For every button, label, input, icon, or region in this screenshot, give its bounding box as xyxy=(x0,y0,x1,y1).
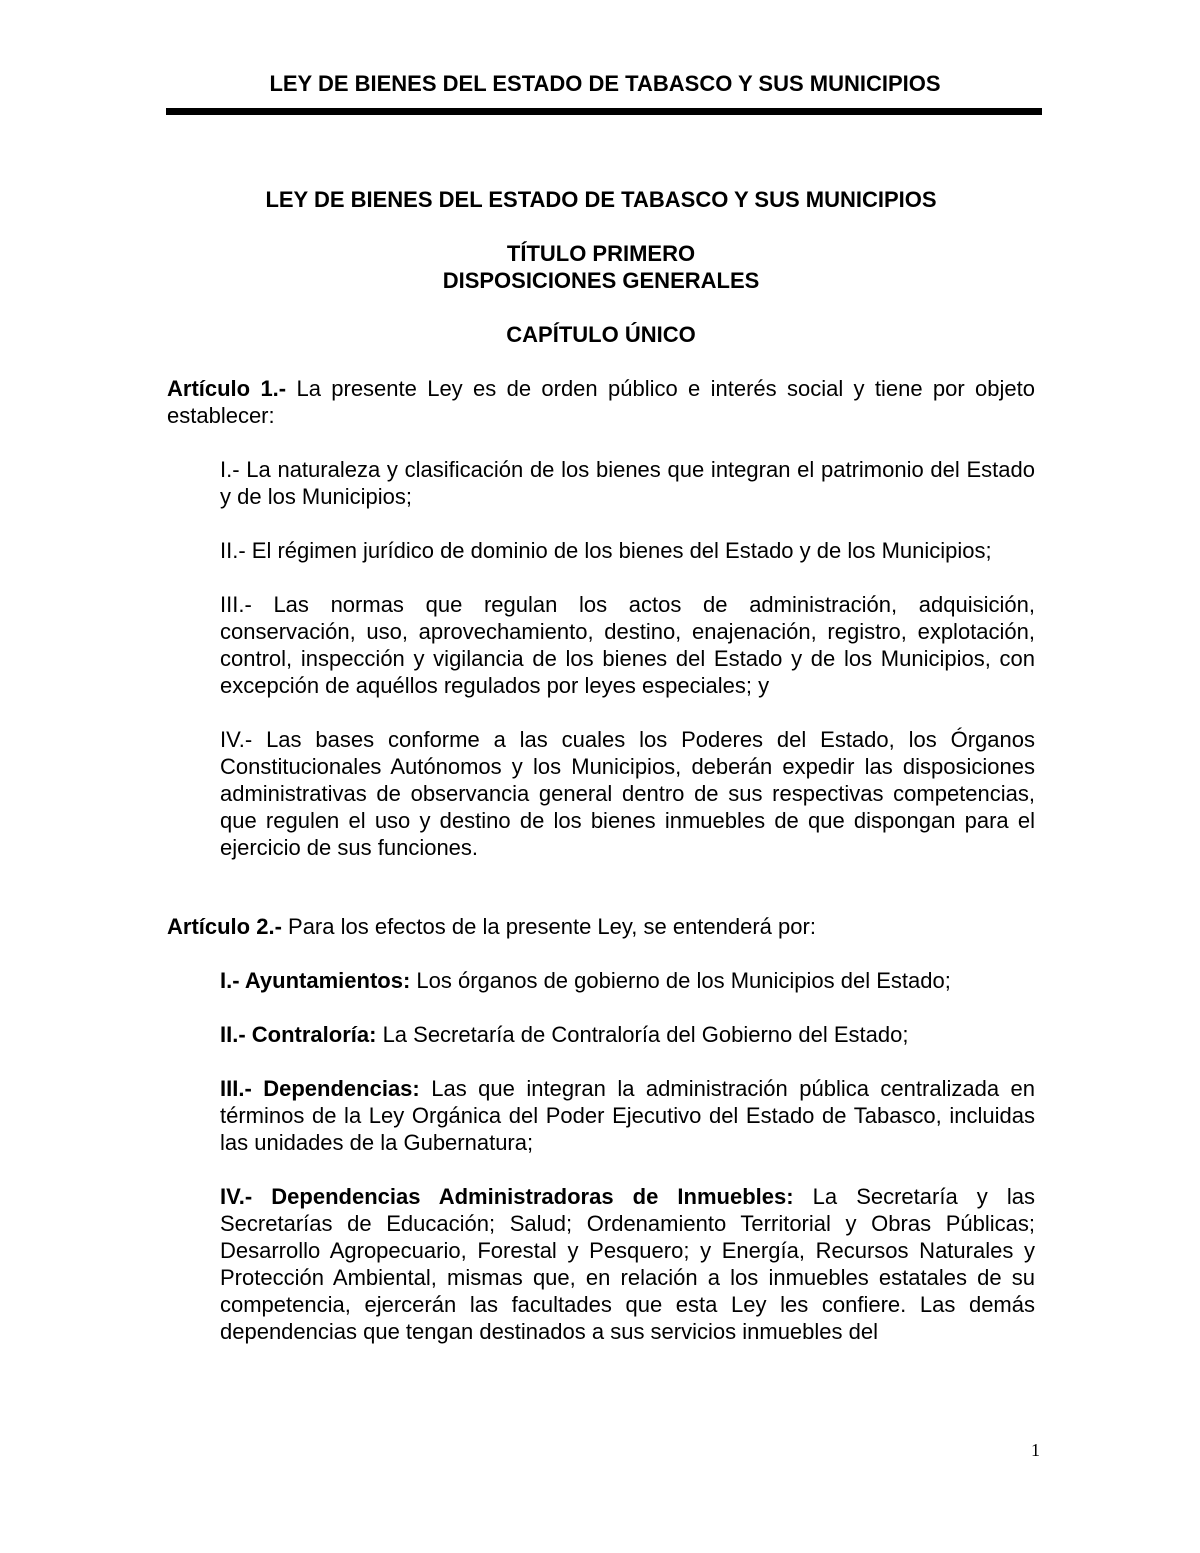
article-1-item: II.- El régimen jurídico de dominio de los bienes del Estado y de los Municipios; xyxy=(220,538,992,563)
law-title: LEY DE BIENES DEL ESTADO DE TABASCO Y SUS MUNICIPIOS xyxy=(265,187,937,212)
titulo-name: DISPOSICIONES GENERALES xyxy=(442,268,760,293)
definition-text: Los órganos de gobierno de los Municipios del Estado; xyxy=(410,968,951,993)
article-2-item xyxy=(220,1075,1035,1156)
article-1 xyxy=(167,375,1035,429)
definition-term: III.- Dependencias: xyxy=(220,1076,420,1101)
definition-text: Las que integran la administración pública centralizada en términos de la Ley Orgánica del Poder Ejecutivo del Estado de Tabasco, incluidas las unidades de la Gubernatura; xyxy=(220,1076,1035,1155)
article-1-item: I.- La naturaleza y clasificación de los bienes que integran el patrimonio del Estado y de los Municipios; xyxy=(220,457,1035,509)
article-2 xyxy=(167,913,1035,940)
definition-term: I.- Ayuntamientos: xyxy=(220,968,411,993)
definition-text: La Secretaría de Contraloría del Gobierno del Estado; xyxy=(376,1022,909,1047)
article-1-item: III.- Las normas que regulan los actos de administración, adquisición, conservación, uso, aprovechamiento, destino, enajenación, registro, explotación, control, inspección y vigilancia de los bienes del Estado y de los Municipios, con excepción de aquéllos regulados por leyes especiales; y xyxy=(220,592,1035,698)
article-2-item xyxy=(220,1183,1035,1345)
article-2-item xyxy=(220,1021,1035,1048)
header-rule xyxy=(166,108,1042,115)
running-header-title: LEY DE BIENES DEL ESTADO DE TABASCO Y SUS MUNICIPIOS xyxy=(269,71,941,96)
definition-term: IV.- Dependencias Administradoras de Inmuebles: xyxy=(220,1184,794,1209)
definition-term: II.- Contraloría: xyxy=(220,1022,377,1047)
page-number: 1 xyxy=(1031,1440,1040,1460)
article-2-label: Artículo 2.- xyxy=(167,914,282,939)
definition-text: La Secretaría y las Secretarías de Educación; Salud; Ordenamiento Territorial y Obras Públicas; Desarrollo Agropecuario, Forestal y Pesquero; y Energía, Recursos Naturales y Protección Ambiental, mismas que, en relación a los inmuebles estatales de su competencia, ejercerán las facultades que esta Ley les confiere. Las demás dependencias que tengan destinados a sus servicios inmuebles del xyxy=(220,1184,1035,1344)
article-1-item: IV.- Las bases conforme a las cuales los Poderes del Estado, los Órganos Constitucionales Autónomos y los Municipios, deberán expedir las disposiciones administrativas de observancia general dentro de sus respectivas competencias, que regulen el uso y destino de los bienes inmuebles de que dispongan para el ejercicio de sus funciones. xyxy=(220,727,1035,860)
article-1-text: La presente Ley es de orden público e interés social y tiene por objeto establecer: xyxy=(167,376,1035,428)
document-body xyxy=(167,186,1035,1345)
article-2-item xyxy=(220,967,1035,994)
article-2-text: Para los efectos de la presente Ley, se entenderá por: xyxy=(281,914,816,939)
titulo-heading: TÍTULO PRIMERO xyxy=(506,241,696,266)
capitulo-heading: CAPÍTULO ÚNICO xyxy=(506,322,696,347)
article-1-label: Artículo 1.- xyxy=(167,376,287,401)
